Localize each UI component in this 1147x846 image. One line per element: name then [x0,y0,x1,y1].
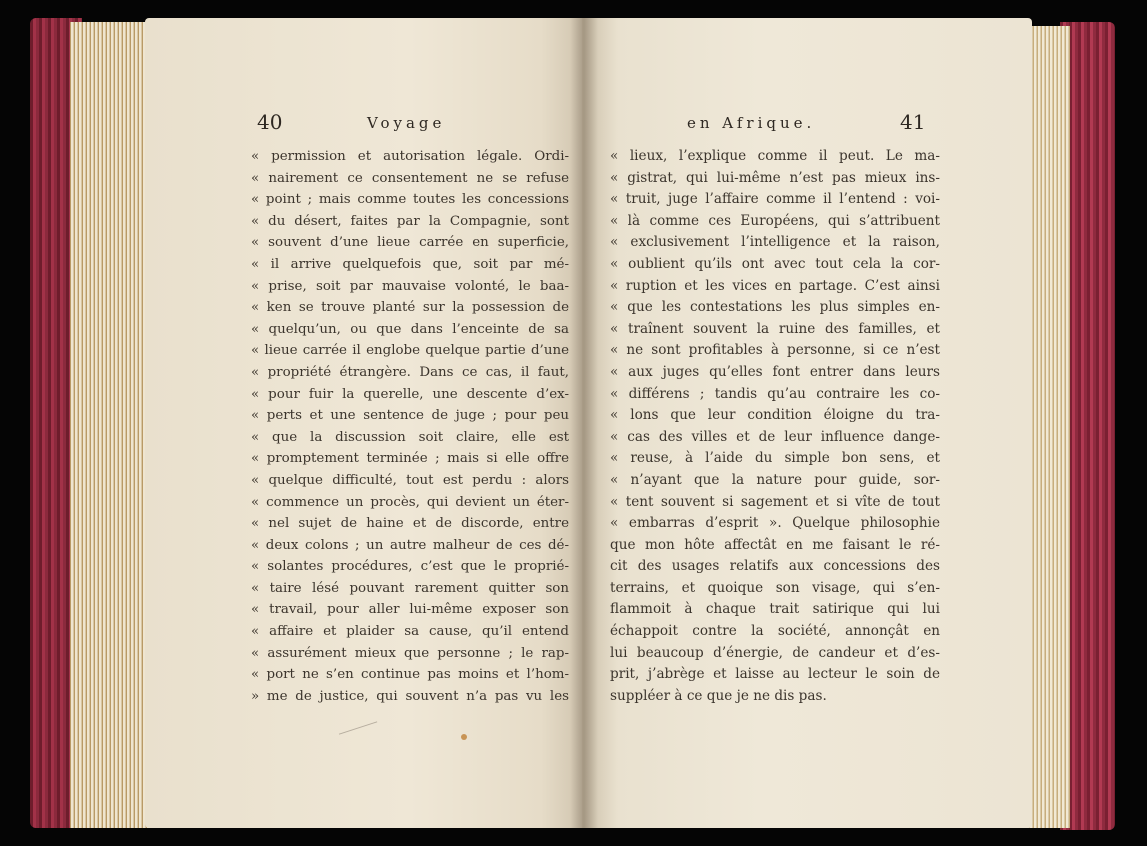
text-line: « traînent souvent la ruine des familles, et [610,320,940,337]
text-line: « il arrive quelquefois que, soit par mé- [251,256,569,272]
left-page-number: 40 [257,110,283,134]
text-line: « n’ayant que la nature pour guide, sor- [610,471,940,488]
text-line: « truit, juge l’affaire comme il l’entend : voi- [610,191,940,208]
text-line: « tent souvent si sagement et si vîte de tout [610,493,940,510]
text-line: « promptement terminée ; mais si elle offre [251,451,569,467]
text-line: « lons que leur condition éloigne du tra- [610,407,940,424]
text-line: « port ne s’en continue pas moins et l’hom- [251,667,569,683]
text-line: « quelque difficulté, tout est perdu : alors [251,472,569,488]
text-line: « quelqu’un, ou que dans l’enceinte de sa [251,321,569,337]
text-line: « point ; mais comme toutes les concessions [251,192,569,208]
text-line: « que la discussion soit claire, elle est [251,429,569,445]
text-line: prit, j’abrège et laisse au lecteur le soin de [610,666,940,683]
book-gutter [570,18,598,828]
text-line: « affaire et plaider sa cause, qu’il entend [251,624,569,640]
text-line: « perts et une sentence de juge ; pour peu [251,408,569,424]
right-running-header: en Afrique. [687,114,816,132]
text-line: flammoit à chaque trait satirique qui lui [610,601,940,618]
text-line: » me de justice, qui souvent n’a pas vu les [251,688,569,704]
text-line: « nel sujet de haine et de discorde, entre [251,516,569,532]
text-line: « nairement ce consentement ne se refuse [251,170,569,186]
text-line: « prise, soit par mauvaise volonté, le baa- [251,278,569,294]
text-line: « ruption et les vices en partage. C’est ainsi [610,277,940,294]
left-page-edges [70,22,150,828]
text-line: lui beaucoup d’énergie, de candeur et d’es- [610,644,940,661]
right-page-text [610,146,940,707]
left-page-text [251,146,569,707]
text-line: « cas des villes et de leur influence dange- [610,428,940,445]
text-line: « embarras d’esprit ». Quelque philosophie [610,515,940,532]
text-line: « travail, pour aller lui-même exposer son [251,602,569,618]
text-line: que mon hôte affectât en me faisant le ré- [610,536,940,553]
right-page-number: 41 [900,110,926,134]
text-line: cit des usages relatifs aux concessions des [610,558,940,575]
text-line: « lieue carrée il englobe quelque partie d’une [251,343,569,359]
text-line: « taire lésé pouvant rarement quitter son [251,580,569,596]
text-line: « du désert, faites par la Compagnie, sont [251,213,569,229]
text-line: échappoit contre la société, annonçât en [610,623,940,640]
text-line: « différens ; tandis qu’au contraire les co- [610,385,940,402]
paper-stain [461,734,467,740]
text-line: « commence un procès, qui devient un éter- [251,494,569,510]
right-page [582,18,1032,828]
left-running-header: Voyage [367,114,446,132]
text-line: terrains, et quoique son visage, qui s’en- [610,579,940,596]
text-line: « deux colons ; un autre malheur de ces dé- [251,537,569,553]
text-line: « propriété étrangère. Dans ce cas, il faut, [251,364,569,380]
text-line: « exclusivement l’intelligence et la raison, [610,234,940,251]
text-line: « ken se trouve planté sur la possession de [251,300,569,316]
text-line: « là comme ces Européens, qui s’attribuent [610,212,940,229]
text-line: « ne sont profitables à personne, si ce n’est [610,342,940,359]
text-line: « lieux, l’explique comme il peut. Le ma- [610,148,940,164]
left-page [145,18,585,828]
text-line: « gistrat, qui lui-même n’est pas mieux ins- [610,169,940,186]
text-line: « souvent d’une lieue carrée en superficie, [251,235,569,251]
text-line: « permission et autorisation légale. Ordi- [251,149,569,164]
text-line: « oublient qu’ils ont avec tout cela la cor- [610,255,940,272]
text-line: « aux juges qu’elles font entrer dans leurs [610,363,940,380]
text-line: suppléer à ce que je ne dis pas. [610,687,827,704]
text-line: « que les contestations les plus simples en- [610,299,940,316]
text-line: « solantes procédures, c’est que le proprié- [251,559,569,575]
text-line: « assurément mieux que personne ; le rap- [251,645,569,661]
text-line: « pour fuir la querelle, une descente d’ex- [251,386,569,402]
text-line: « reuse, à l’aide du simple bon sens, et [610,450,940,467]
